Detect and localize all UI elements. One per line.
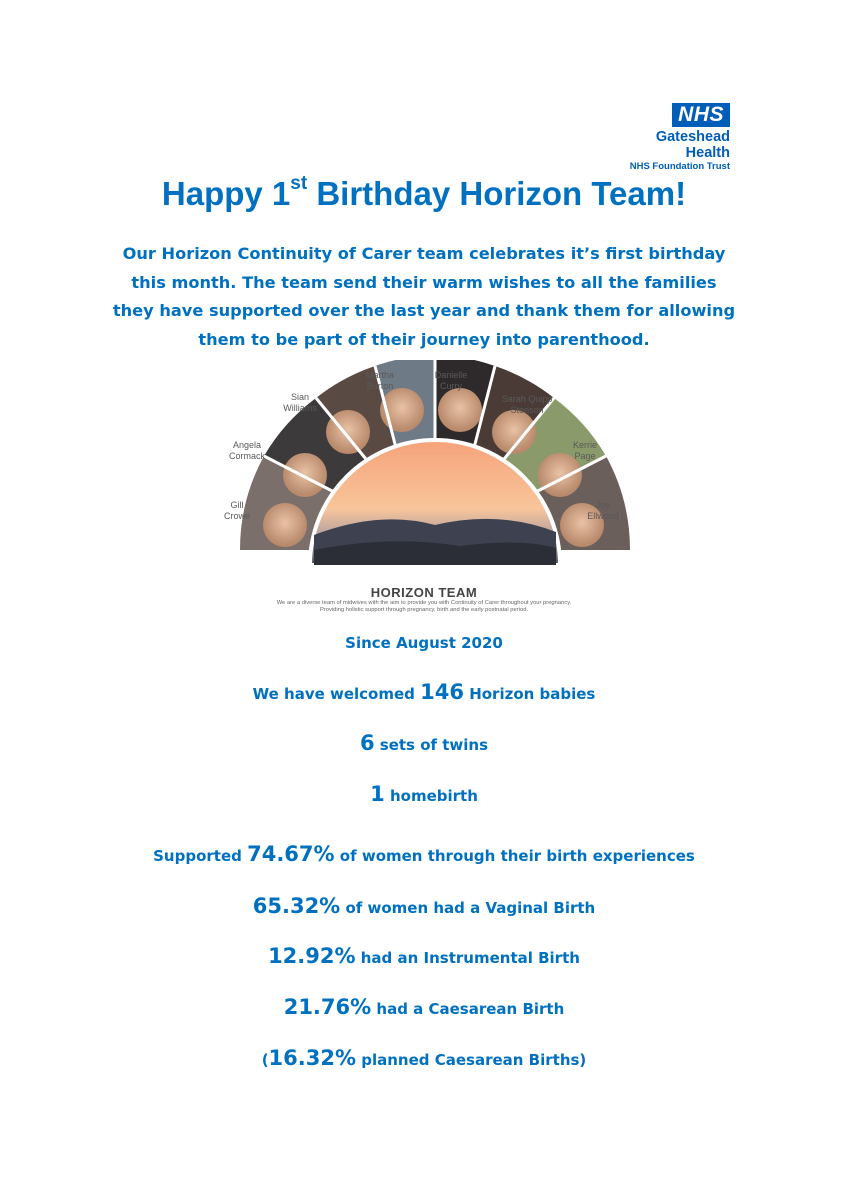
stat-homebirth: 1 homebirth (370, 782, 478, 806)
member-label-gill-crowe: Gill Crowe (223, 500, 250, 521)
stat-caesarean: 21.76% had a Caesarean Birth (283, 995, 565, 1019)
org-subtitle: NHS Foundation Trust (629, 161, 730, 172)
intro-line: this month. The team send their warm wishes to all the families (131, 272, 717, 292)
stat-babies-number: 146 (420, 680, 464, 704)
since-date: Since August 2020 (345, 634, 503, 652)
member-label-joy-ellwood: Joy Ellwood (587, 500, 619, 521)
member-label-kerrie-page: Kerrie Page (572, 440, 597, 461)
intro-line: them to be part of their journey into parenthood. (198, 329, 650, 349)
stat-supported: Supported 74.67% of women through their birth experiences (153, 842, 695, 866)
stat-planned-caesarean-number: 16.32% (268, 1046, 357, 1070)
horizon-team-heading: HORIZON TEAM (370, 585, 478, 600)
horizon-team-description: We are a diverse team of midwives with the aim to provide you with Continuity of Carer throughout your pregnancy. Providing holistic support through pregnancy, birth and the early postnatal period. (276, 600, 572, 613)
member-label-angela-cormack: Angela Cormack (228, 440, 265, 461)
page-title: Happy 1st Birthday Horizon Team! (161, 173, 687, 212)
stat-babies: We have welcomed 146 Horizon babies (252, 680, 596, 704)
intro-paragraph (90, 240, 758, 354)
stat-instrumental-number: 12.92% (268, 944, 356, 968)
team-graphic (223, 360, 640, 620)
member-label-sarah-quipp-stenson: Sarah Quipp Stenson (501, 394, 553, 415)
member-label-sian-williams: Sian Williams (283, 392, 317, 413)
stat-twins: 6 sets of twins (359, 731, 489, 755)
stat-homebirth-number: 1 (370, 782, 385, 806)
nhs-logo (620, 103, 730, 172)
stat-vaginal-number: 65.32% (252, 894, 341, 918)
org-name: Gateshead Health (655, 129, 730, 161)
stat-planned-caesarean: (16.32% planned Caesarean Births) (261, 1046, 587, 1070)
intro-line: they have supported over the last year and thank them for allowing (112, 301, 736, 320)
nhs-logo-mark: NHS (672, 103, 730, 127)
intro-line: Our Horizon Continuity of Carer team celebrates it’s first birthday (122, 244, 726, 263)
stat-vaginal: 65.32% of women had a Vaginal Birth (252, 894, 596, 918)
member-label-danielle-curry: Danielle Curry (434, 370, 468, 391)
member-label-martha-burton: Martha Burton (365, 370, 394, 391)
stat-supported-number: 74.67% (247, 842, 335, 866)
stat-caesarean-number: 21.76% (283, 995, 372, 1019)
stat-twins-number: 6 (359, 731, 375, 755)
stat-instrumental: 12.92% had an Instrumental Birth (268, 944, 580, 968)
